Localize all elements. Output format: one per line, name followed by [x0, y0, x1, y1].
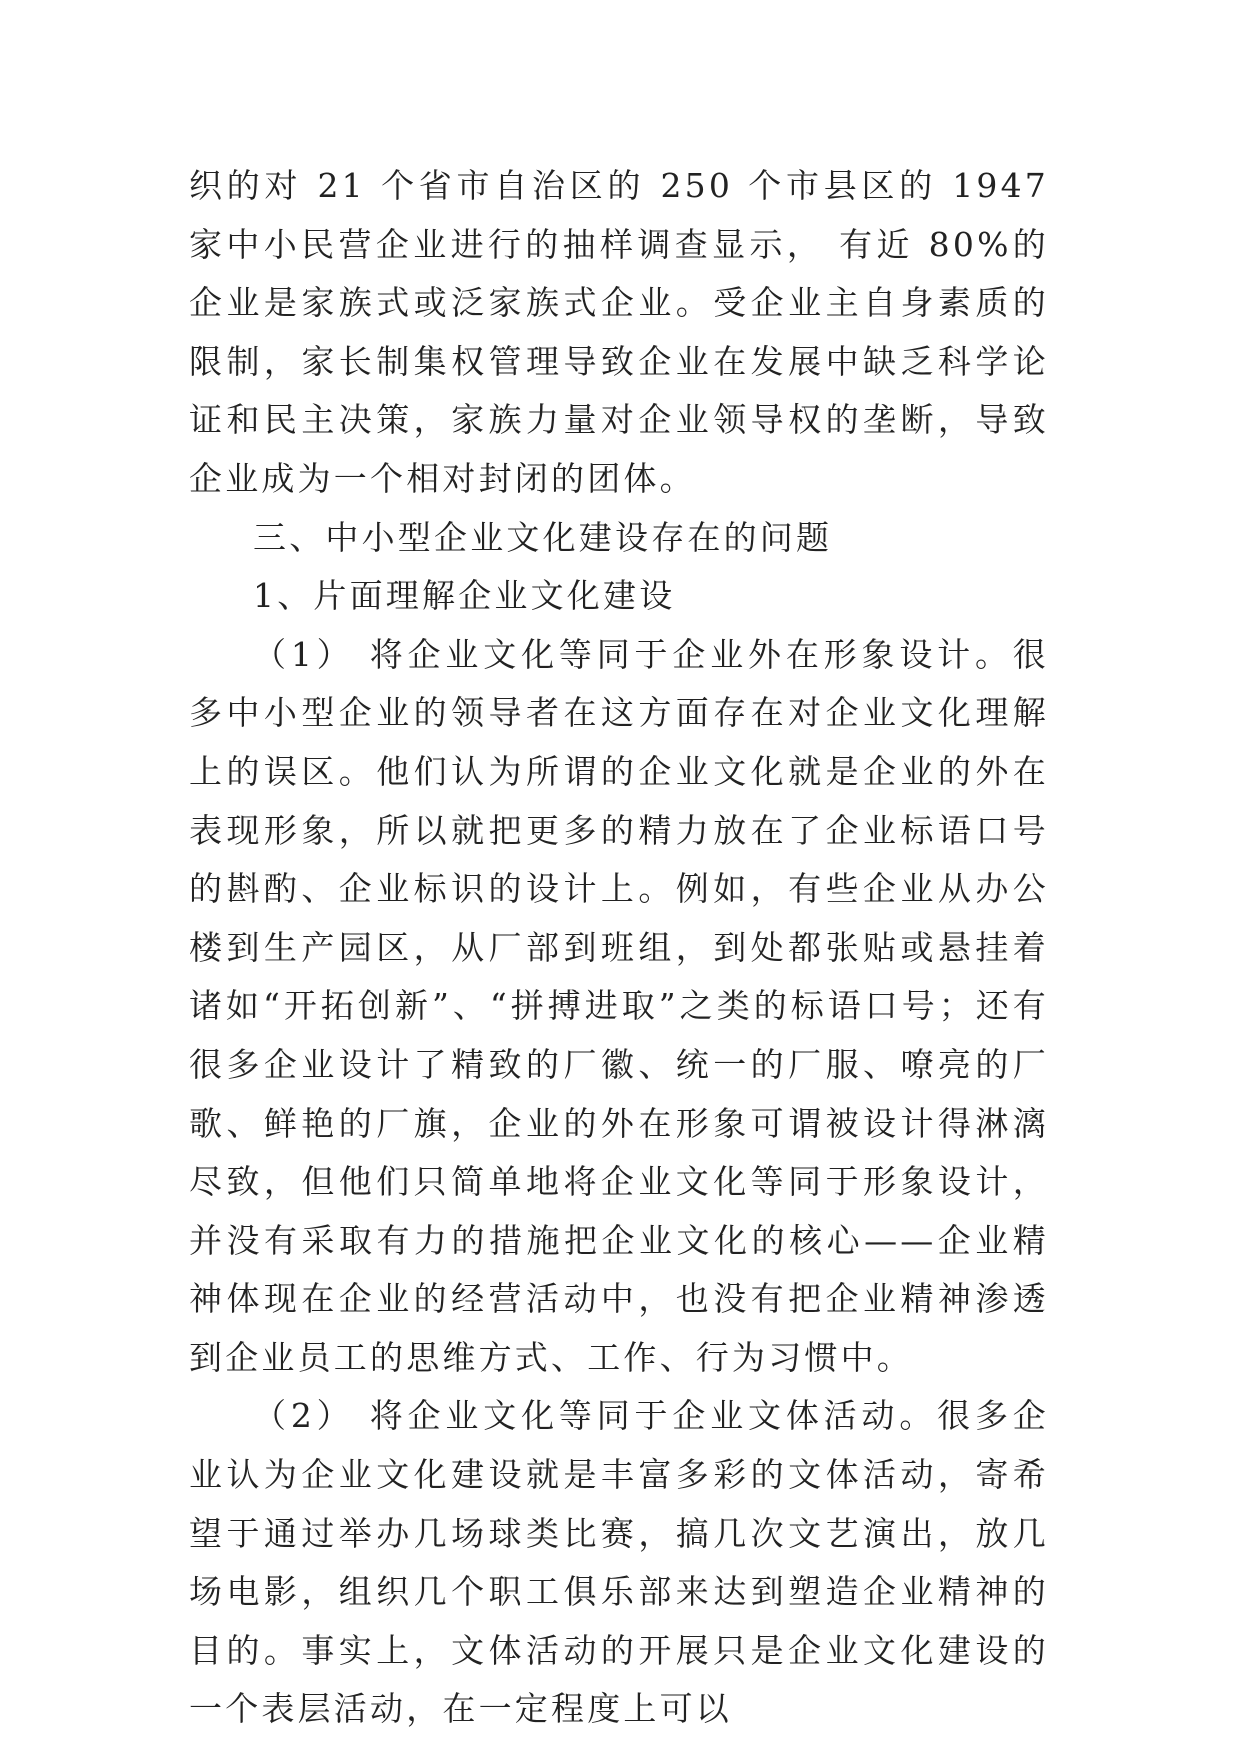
body-paragraph-item-2: （2） 将企业文化等同于企业文体活动。很多企业认为企业文化建设就是丰富多彩的文体活动，寄希望于通过举办几场球类比赛，搞几次文艺演出，放几场电影，组织几个职工俱乐部来达到塑造企业精神的目的。事实上，文体活动的开展只是企业文化建设的一个表层活动，在一定程度上可以: [189, 1396, 1049, 1729]
body-paragraph-item-1: （1） 将企业文化等同于企业外在形象设计。很多中小型企业的领导者在这方面存在对企业文化理解上的误区。他们认为所谓的企业文化就是企业的外在表现形象，所以就把更多的精力放在了企业标语口号的斟酌、企业标识的设计上。例如，有些企业从办公楼到生产园区，从厂部到班组，到处都张贴或悬挂着诸如“开拓创新”、“拼搏进取”之类的标语口号；还有很多企业设计了精致的厂徽、统一的厂服、嘹亮的厂歌、鲜艳的厂旗，企业的外在形象可谓被设计得淋漓尽致，但他们只简单地将企业文化等同于形象设计，并没有采取有力的措施把企业文化的核心——企业精神体现在企业的经营活动中，也没有把企业精神渗透到企业员工的思维方式、工作、行为习惯中。: [189, 634, 1049, 1377]
section-heading: 三、中小型企业文化建设存在的问题: [253, 517, 833, 557]
body-paragraph: 织的对 21 个省市自治区的 250 个市县区的 1947 家中小民营企业进行的抽样调查显示， 有近 80%的企业是家族式或泛家族式企业。受企业主自身素质的限制，家长制集权管理导致企业在发展中缺乏科学论证和民主决策，家族力量对企业领导权的垄断，导致企业成为一个相对封闭的团体。: [189, 166, 1049, 498]
document-body: [189, 157, 1049, 1739]
subsection-heading: 1、片面理解企业文化建设: [253, 576, 676, 616]
